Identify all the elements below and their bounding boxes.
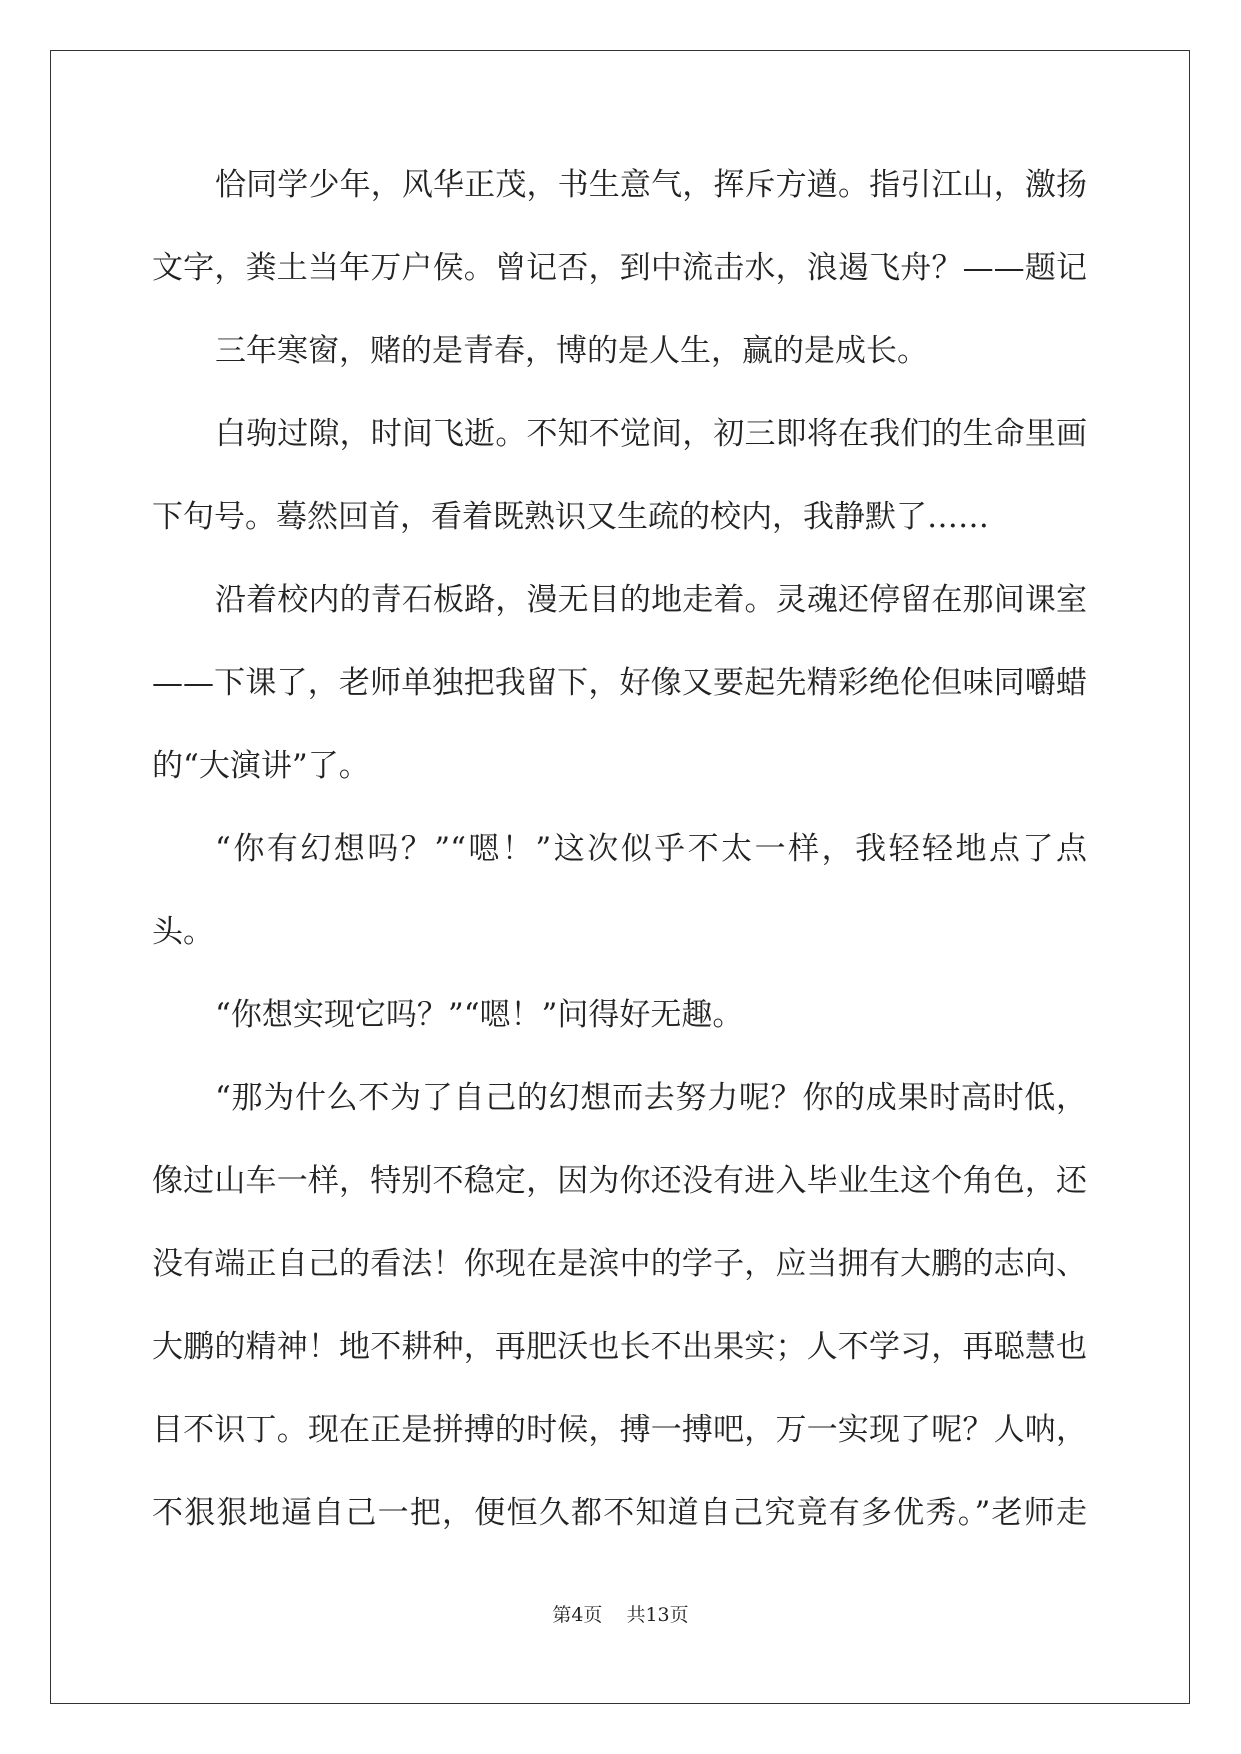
text-line: 不狠狠地逼自己一把，便恒久都不知道自己究竟有多优秀。”老师走 xyxy=(152,1495,1087,1531)
page-footer xyxy=(0,1600,1241,1627)
text-line: ——下课了，老师单独把我留下，好像又要起先精彩绝伦但味同嚼蜡 xyxy=(152,665,1087,701)
document-body xyxy=(152,160,1087,1571)
page-number: 第4页 xyxy=(552,1604,603,1626)
text-line: 没有端正自己的看法！你现在是滨中的学子，应当拥有大鹏的志向、 xyxy=(152,1246,1087,1282)
text-line: 下句号。蓦然回首，看着既熟识又生疏的校内，我静默了…… xyxy=(152,499,989,535)
page-total: 共13页 xyxy=(626,1604,689,1626)
text-line: “那为什么不为了自己的幻想而去努力呢？你的成果时高时低， xyxy=(215,1080,1087,1116)
text-line: 恰同学少年，风华正茂，书生意气，挥斥方遒。指引江山，激扬 xyxy=(215,167,1087,203)
text-line: 三年寒窗，赌的是青春，博的是人生，赢的是成长。 xyxy=(215,333,928,369)
text-line: 的“大演讲”了。 xyxy=(152,748,370,784)
text-line: “你想实现它吗？”“嗯！”问得好无趣。 xyxy=(215,997,744,1033)
text-line: “你有幻想吗？”“嗯！”这次似乎不太一样，我轻轻地点了点 xyxy=(215,831,1087,867)
text-line: 沿着校内的青石板路，漫无目的地走着。灵魂还停留在那间课室 xyxy=(215,582,1087,618)
text-line: 像过山车一样，特别不稳定，因为你还没有进入毕业生这个角色，还 xyxy=(152,1163,1087,1199)
text-line: 目不识丁。现在正是拼搏的时候，搏一搏吧，万一实现了呢？人呐， xyxy=(152,1412,1087,1448)
text-line: 白驹过隙，时间飞逝。不知不觉间，初三即将在我们的生命里画 xyxy=(215,416,1087,452)
text-line: 文字，粪土当年万户侯。曾记否，到中流击水，浪遏飞舟？——题记 xyxy=(152,250,1087,286)
text-line: 大鹏的精神！地不耕种，再肥沃也长不出果实；人不学习，再聪慧也 xyxy=(152,1329,1087,1365)
text-line: 头。 xyxy=(152,914,214,950)
